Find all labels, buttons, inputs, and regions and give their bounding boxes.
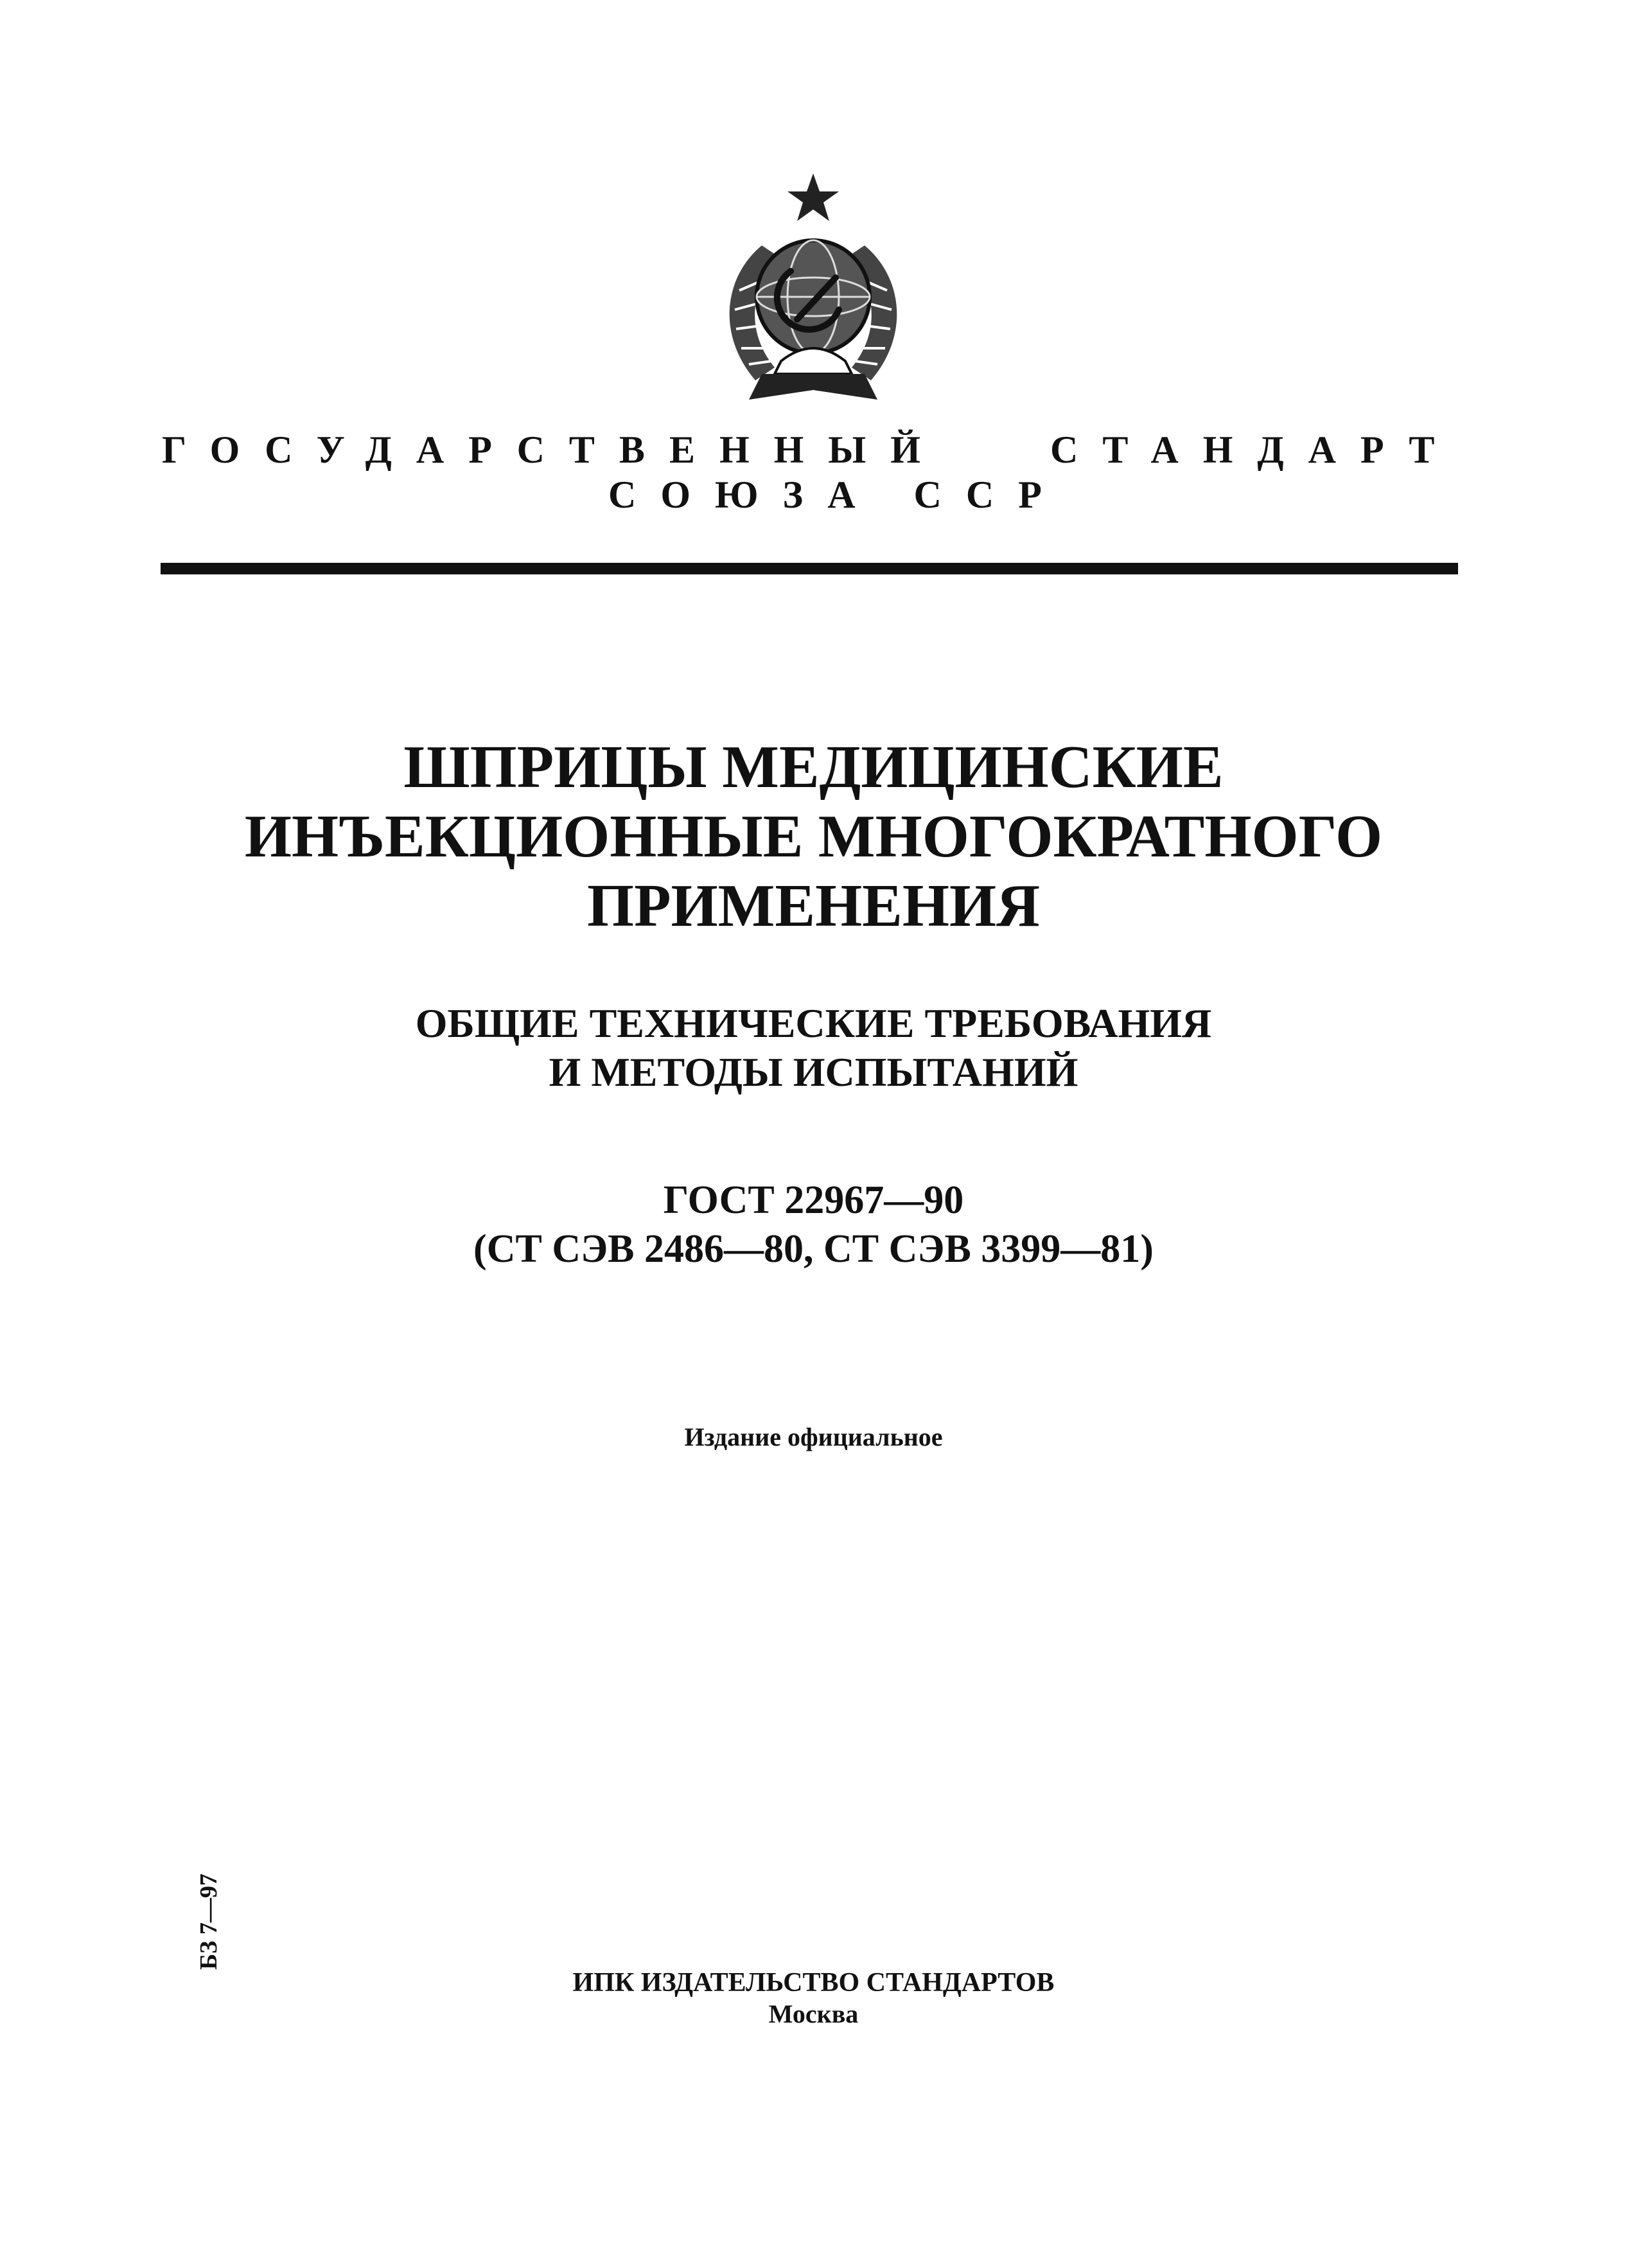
edition-note: Издание официальное [684, 1422, 943, 1451]
header-line1-right: СТАНДАРТ [1050, 429, 1459, 471]
header-line2: СОЮЗА ССР [608, 474, 1066, 516]
title-line2: ИНЪЕКЦИОННЫЕ МНОГОКРАТНОГО [244, 803, 1383, 870]
standard-number: ГОСТ 22967—90 [663, 1178, 964, 1222]
ussr-state-emblem-icon [685, 168, 942, 412]
header-divider [161, 563, 1458, 574]
title-line3: ПРИМЕНЕНИЯ [587, 873, 1040, 939]
publisher-city: Москва [768, 1999, 859, 2028]
subtitle-line1: ОБЩИЕ ТЕХНИЧЕСКИЕ ТРЕБОВАНИЯ [415, 1000, 1212, 1046]
standard-equivalents: (СТ СЭВ 2486—80, СТ СЭВ 3399—81) [473, 1227, 1154, 1271]
publisher-name: ИПК ИЗДАТЕЛЬСТВО СТАНДАРТОВ [572, 1968, 1055, 1998]
header-line1-left: ГОСУДАРСТВЕННЫЙ [162, 429, 945, 471]
title-line1: ШПРИЦЫ МЕДИЦИНСКИЕ [403, 734, 1224, 801]
subtitle-line2: И МЕТОДЫ ИСПЫТАНИЙ [549, 1049, 1078, 1095]
side-code: БЗ 7—97 [195, 1874, 222, 1970]
